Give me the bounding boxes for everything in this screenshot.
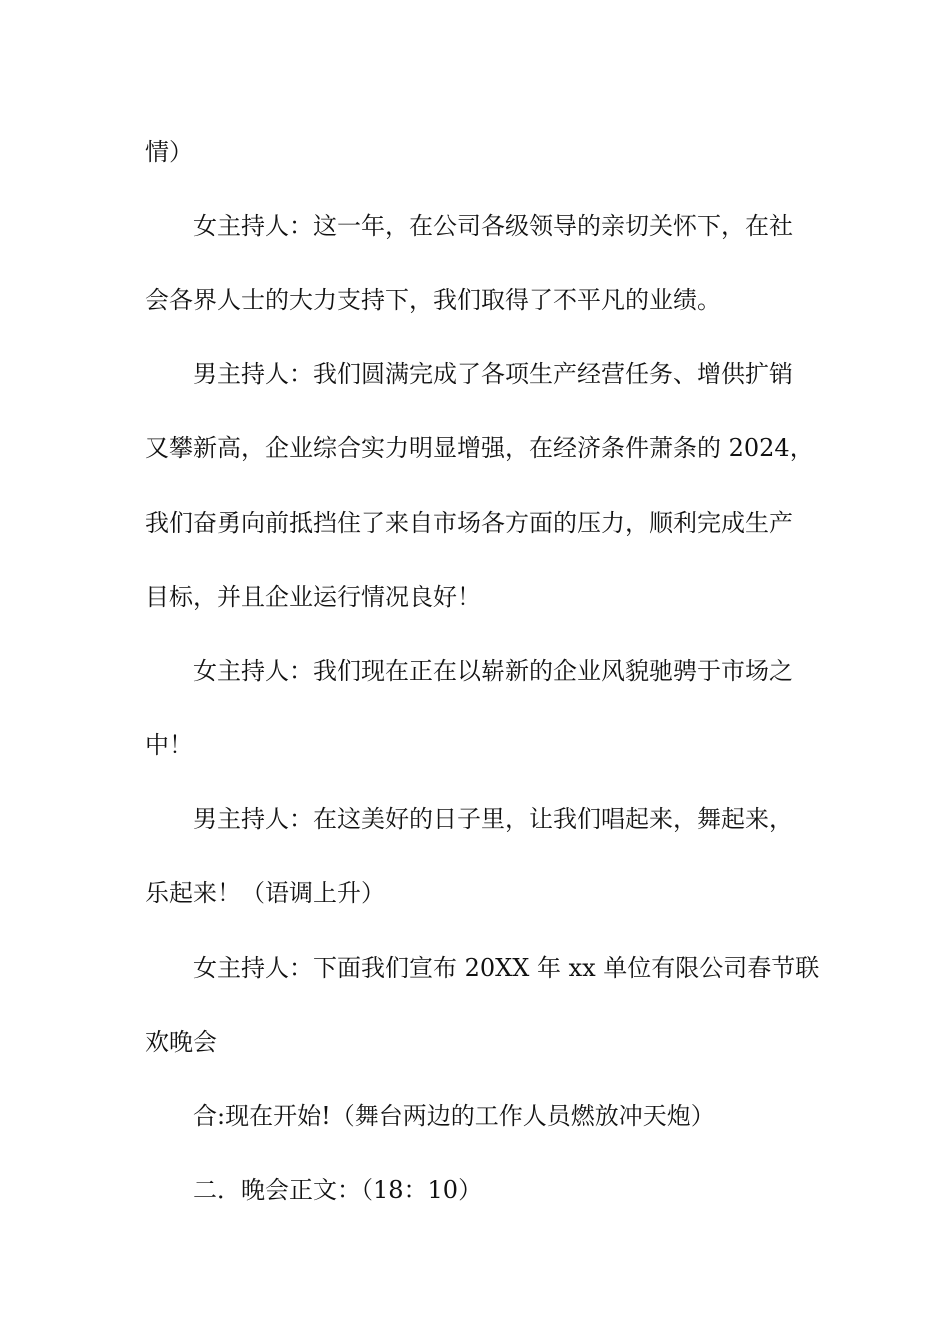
text-line-13: 欢晚会 [145, 1028, 217, 1056]
text-line-12: 女主持人：下面我们宣布 20XX 年 xx 单位有限公司春节联 [193, 954, 820, 982]
text-line-10: 男主持人：在这美好的日子里，让我们唱起来，舞起来， [193, 805, 793, 833]
text-line-15: 二．晚会正文：（18：10） [193, 1176, 483, 1204]
text-line-2: 女主持人：这一年，在公司各级领导的亲切关怀下，在社 [193, 212, 793, 240]
text-line-3: 会各界人士的大力支持下，我们取得了不平凡的业绩。 [145, 286, 721, 314]
text-line-4: 男主持人：我们圆满完成了各项生产经营任务、增供扩销 [193, 360, 793, 388]
text-line-7: 目标，并且企业运行情况良好！ [145, 583, 481, 611]
text-line-1: 情） [145, 138, 193, 166]
text-line-8: 女主持人：我们现在正在以崭新的企业风貌驰骋于市场之 [193, 657, 793, 685]
text-line-6: 我们奋勇向前抵挡住了来自市场各方面的压力，顺利完成生产 [145, 509, 793, 537]
text-line-14: 合:现在开始!（舞台两边的工作人员燃放冲天炮） [193, 1102, 715, 1130]
text-line-9: 中！ [145, 731, 193, 759]
text-line-5: 又攀新高，企业综合实力明显增强，在经济条件萧条的 2024， [145, 434, 814, 462]
text-line-11: 乐起来！（语调上升） [145, 879, 385, 907]
